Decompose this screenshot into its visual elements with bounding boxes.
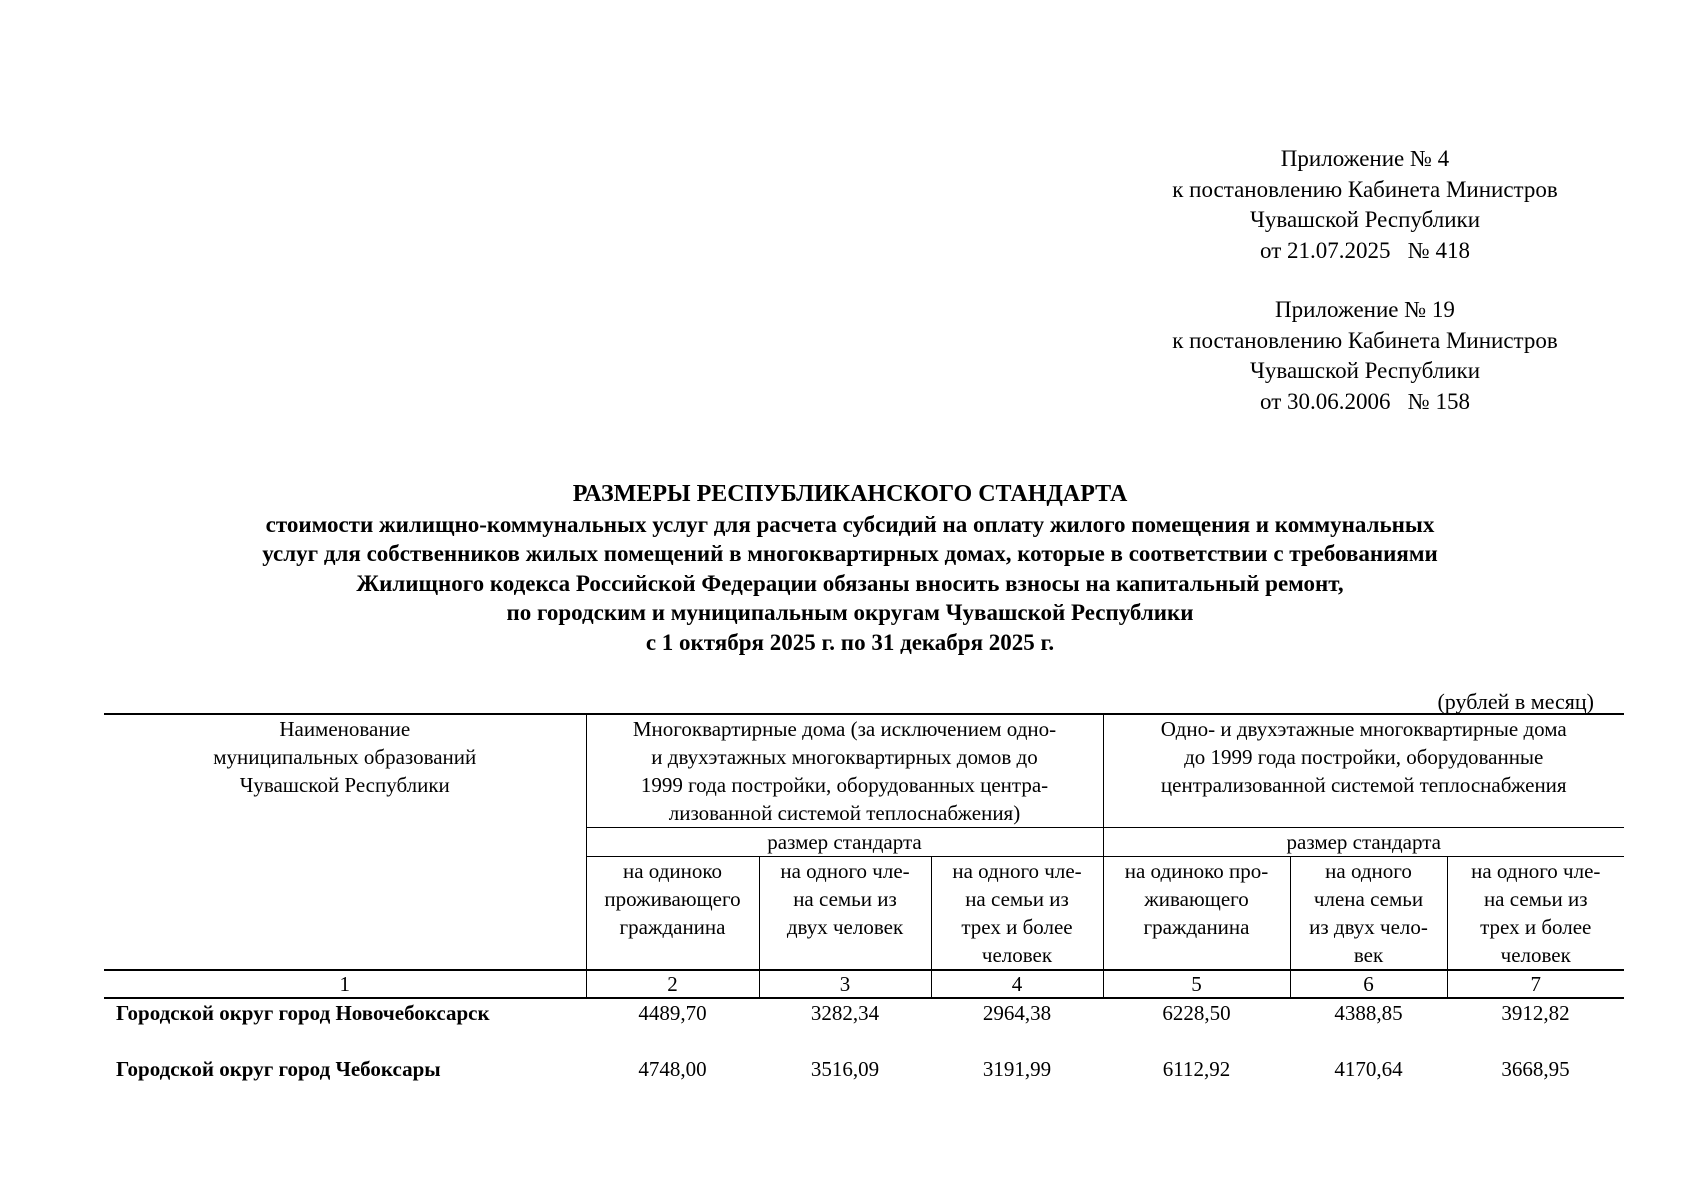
sub-col-line: человек xyxy=(1500,943,1571,967)
sub-col-line: трех и более xyxy=(961,915,1073,939)
row-value: 4170,64 xyxy=(1334,1057,1403,1081)
header-name-line: муниципальных образований xyxy=(213,745,477,769)
group-2-line: Одно- и двухэтажные многоквартирные дома xyxy=(1160,717,1567,741)
column-number: 4 xyxy=(931,970,1103,998)
group-2-line: до 1999 года постройки, оборудованные xyxy=(1184,745,1544,769)
row-value: 3668,95 xyxy=(1501,1057,1570,1081)
document-title xyxy=(100,480,1600,657)
title-line: Жилищного кодекса Российской Федерации обязаны вносить взносы на капитальный ремонт, xyxy=(356,570,1344,596)
column-number: 3 xyxy=(759,970,931,998)
sub-col-6 xyxy=(1290,857,1447,971)
table-row xyxy=(104,998,1624,1027)
header-name-cell xyxy=(104,714,586,970)
appendix-1-block xyxy=(1135,144,1595,266)
row-value: 3912,82 xyxy=(1501,1001,1570,1025)
units-label: (рублей в месяц) xyxy=(1437,689,1594,714)
group-1-line: Многоквартирные дома (за исключением одно- xyxy=(632,717,1057,741)
appendix-1-line: Чувашской Республики xyxy=(1249,207,1481,232)
row-value: 3191,99 xyxy=(982,1057,1052,1081)
appendix-2-line: к постановлению Кабинета Министров xyxy=(1172,327,1558,353)
appendix-1-line: от 21.07.2025 № 418 xyxy=(1260,237,1470,263)
group-1-line: и двухэтажных многоквартирных домов до xyxy=(651,745,1038,769)
title-line: с 1 октября 2025 г. по 31 декабря 2025 г. xyxy=(645,629,1055,655)
sub-col-line: на семьи из xyxy=(965,887,1069,911)
title-line: стоимости жилищно-коммунальных услуг для расчета субсидий на оплату жилого помещения и коммунальных xyxy=(265,511,1435,537)
sub-col-line: члена семьи xyxy=(1313,887,1424,911)
size-label-2: размер стандарта xyxy=(1103,828,1624,857)
group-1-line: 1999 года постройки, оборудованных центра- xyxy=(640,773,1049,797)
group-2-line: централизованной системой теплоснабжения xyxy=(1160,773,1567,797)
sub-col-line: на одного чле- xyxy=(780,859,910,883)
appendix-1-line: к постановлению Кабинета Министров xyxy=(1172,176,1558,202)
appendix-1-line: Приложение № 4 xyxy=(1280,146,1450,171)
sub-col-7 xyxy=(1447,857,1624,971)
row-value: 2964,38 xyxy=(982,1001,1052,1025)
row-value: 6112,92 xyxy=(1162,1057,1231,1081)
header-group-1 xyxy=(586,714,1103,828)
row-value: 4748,00 xyxy=(638,1057,707,1081)
row-name: Городской округ город Чебоксары xyxy=(116,1057,441,1081)
title-line: по городским и муниципальным округам Чувашской Республики xyxy=(506,600,1194,625)
appendix-2-line: Приложение № 19 xyxy=(1275,297,1455,322)
column-number: 6 xyxy=(1290,970,1447,998)
sub-col-5 xyxy=(1103,857,1290,971)
header-name-line: Наименование xyxy=(279,717,411,741)
sub-col-line: проживающего xyxy=(604,887,741,911)
column-number-row xyxy=(104,970,1624,998)
standards-table xyxy=(104,713,1624,1083)
appendix-2-block xyxy=(1135,295,1595,417)
sub-col-line: на семьи из xyxy=(1483,887,1588,911)
column-number: 7 xyxy=(1447,970,1624,998)
sub-col-line: на одного чле- xyxy=(1471,859,1601,883)
sub-col-2 xyxy=(586,857,759,971)
group-1-line: лизованной системой теплоснабжения) xyxy=(668,801,1021,825)
sub-col-line: гражданина xyxy=(619,915,726,939)
sub-col-4 xyxy=(931,857,1103,971)
sub-col-line: на одного xyxy=(1325,859,1412,883)
sub-col-line: трех и более xyxy=(1480,915,1592,939)
row-value: 3282,34 xyxy=(810,1001,880,1025)
title-main: РАЗМЕРЫ РЕСПУБЛИКАНСКОГО СТАНДАРТА xyxy=(572,481,1128,507)
sub-col-line: на семьи из xyxy=(793,887,897,911)
sub-col-line: из двух чело- xyxy=(1309,915,1428,939)
column-number: 2 xyxy=(586,970,759,998)
column-number: 1 xyxy=(104,970,586,998)
row-value: 6228,50 xyxy=(1162,1001,1231,1025)
row-value: 4489,70 xyxy=(638,1001,707,1025)
sub-col-line: человек xyxy=(981,943,1053,967)
sub-col-line: двух человек xyxy=(786,915,904,939)
title-line: услуг для собственников жилых помещений в многоквартирных домах, которые в соответствии с требованиями xyxy=(262,541,1438,566)
size-label-1: размер стандарта xyxy=(586,828,1103,857)
sub-col-line: на одного чле- xyxy=(952,859,1082,883)
sub-col-line: на одиноко про- xyxy=(1124,859,1269,883)
appendix-2-line: Чувашской Республики xyxy=(1249,358,1481,383)
row-value: 3516,09 xyxy=(810,1057,880,1081)
sub-col-line: на одиноко xyxy=(622,859,722,883)
row-value: 4388,85 xyxy=(1334,1001,1403,1025)
column-number: 5 xyxy=(1103,970,1290,998)
sub-col-line: живающего xyxy=(1144,887,1249,911)
header-group-2 xyxy=(1103,714,1624,828)
header-name-line: Чувашской Республики xyxy=(239,773,450,797)
sub-col-line: гражданина xyxy=(1143,915,1250,939)
sub-col-3 xyxy=(759,857,931,971)
row-name: Городской округ город Новочебоксарск xyxy=(116,1001,490,1025)
table-row xyxy=(104,1027,1624,1083)
sub-col-line: век xyxy=(1353,943,1384,967)
appendix-2-line: от 30.06.2006 № 158 xyxy=(1260,388,1470,414)
